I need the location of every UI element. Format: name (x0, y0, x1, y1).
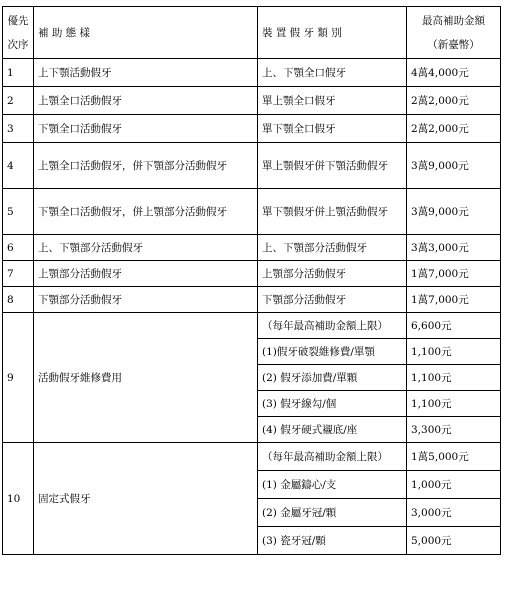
table-row (3, 143, 501, 189)
row-type: 上顎全口活動假牙，併下顎部分活動假牙 (34, 143, 258, 189)
table-row (3, 443, 501, 471)
group10-item-amount: 3,000元 (407, 499, 501, 527)
row-priority: 1 (3, 59, 34, 87)
group9-item-amount: 3,300元 (407, 417, 501, 443)
group10-item: (1) 金屬鑄心/支 (258, 471, 407, 499)
row-amount: 3萬3,000元 (407, 235, 501, 261)
row-type: 上、下顎部分活動假牙 (34, 235, 258, 261)
table-row (3, 261, 501, 287)
row-amount: 3萬9,000元 (407, 143, 501, 189)
row-priority: 4 (3, 143, 34, 189)
row-priority: 6 (3, 235, 34, 261)
row-priority: 2 (3, 87, 34, 115)
header-priority (3, 7, 34, 59)
row-type: 上顎部分活動假牙 (34, 261, 258, 287)
header-category: 裝 置 假 牙 類 別 (258, 7, 407, 59)
row-priority: 3 (3, 115, 34, 143)
group9-item-amount: 1,100元 (407, 339, 501, 365)
row-category: 單下顎全口假牙 (258, 115, 407, 143)
group9-item: (3) 假牙線勾/個 (258, 391, 407, 417)
group9-type: 活動假牙維修費用 (34, 313, 258, 443)
group9-item: (1)假牙破裂維修費/單顎 (258, 339, 407, 365)
row-type: 下顎部分活動假牙 (34, 287, 258, 313)
group9-priority: 9 (3, 313, 34, 443)
row-category: 下顎部分活動假牙 (258, 287, 407, 313)
row-type: 下顎全口活動假牙，併上顎部分活動假牙 (34, 189, 258, 235)
header-max-line1: 最高補助金額 (422, 14, 485, 27)
header-max-line2: （新臺幣） (427, 38, 480, 51)
row-type: 下顎全口活動假牙 (34, 115, 258, 143)
row-priority: 5 (3, 189, 34, 235)
row-priority: 7 (3, 261, 34, 287)
row-category: 上、下顎全口假牙 (258, 59, 407, 87)
table-row (3, 87, 501, 115)
row-type: 上下顎活動假牙 (34, 59, 258, 87)
row-amount: 4萬4,000元 (407, 59, 501, 87)
row-amount: 1萬7,000元 (407, 287, 501, 313)
subsidy-table (2, 6, 501, 555)
row-amount: 1萬7,000元 (407, 261, 501, 287)
group9-item-amount: 1,100元 (407, 391, 501, 417)
row-amount: 3萬9,000元 (407, 189, 501, 235)
table-row (3, 287, 501, 313)
row-priority: 8 (3, 287, 34, 313)
table-row (3, 235, 501, 261)
group9-item: (4) 假牙硬式襯底/座 (258, 417, 407, 443)
row-category: 上、下顎部分活動假牙 (258, 235, 407, 261)
table-row (3, 59, 501, 87)
table-row (3, 313, 501, 339)
group9-item-amount: 1,100元 (407, 365, 501, 391)
row-category: 單上顎全口假牙 (258, 87, 407, 115)
header-priority-line1: 優先 (7, 14, 29, 27)
header-row (3, 7, 501, 59)
table-row (3, 189, 501, 235)
group9-cap-label: （每年最高補助金額上限） (258, 313, 407, 339)
group10-item-amount: 1,000元 (407, 471, 501, 499)
group9-cap-amount: 6,600元 (407, 313, 501, 339)
group10-cap-label: （每年最高補助金額上限） (258, 443, 407, 471)
row-category: 單上顎假牙併下顎活動假牙 (258, 143, 407, 189)
group10-type: 固定式假牙 (34, 443, 258, 555)
group10-cap-amount: 1萬5,000元 (407, 443, 501, 471)
table-row (3, 115, 501, 143)
row-amount: 2萬2,000元 (407, 87, 501, 115)
group10-item: (2) 金屬牙冠/顆 (258, 499, 407, 527)
group10-item-amount: 5,000元 (407, 527, 501, 555)
row-amount: 2萬2,000元 (407, 115, 501, 143)
header-max-amount (407, 7, 501, 59)
group10-priority: 10 (3, 443, 34, 555)
row-category: 上顎部分活動假牙 (258, 261, 407, 287)
row-category: 單下顎假牙併上顎活動假牙 (258, 189, 407, 235)
row-type: 上顎全口活動假牙 (34, 87, 258, 115)
header-priority-line2: 次序 (7, 38, 29, 51)
group9-item: (2) 假牙添加費/單顆 (258, 365, 407, 391)
group10-item: (3) 瓷牙冠/顆 (258, 527, 407, 555)
header-type: 補 助 態 樣 (34, 7, 258, 59)
